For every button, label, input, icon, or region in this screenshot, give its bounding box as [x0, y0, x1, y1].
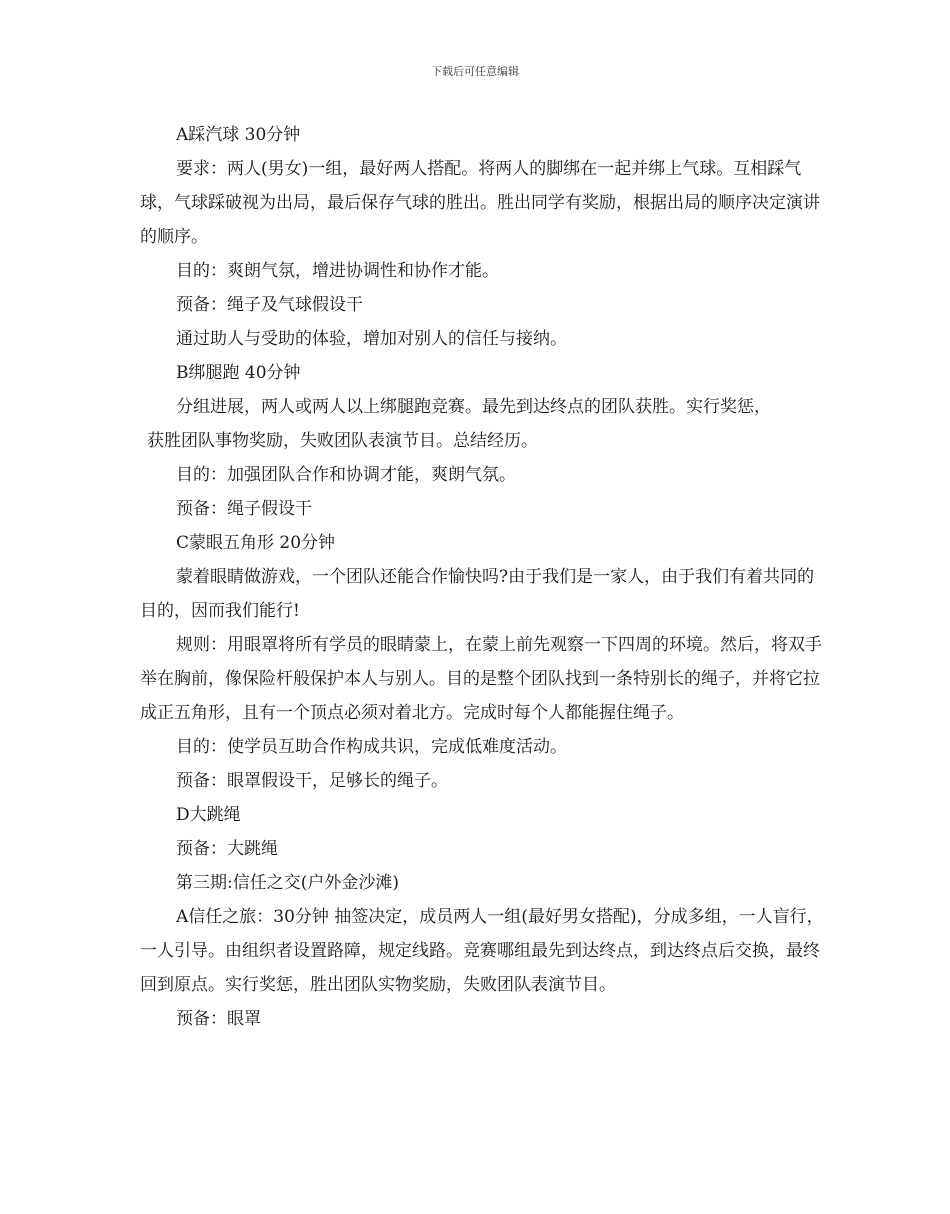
paragraph: A信任之旅：30分钟 抽签决定，成员两人一组(最好男女搭配)，分成多组，一人盲行，一人引导。由组织者设置路障，规定线路。竞赛哪组最先到达终点，到达终点后交换，最终回到原点。实行奖惩，胜出团队实物奖励，失败团队表演节目。 — [140, 907, 824, 995]
paragraph: 目的：爽朗气氛，增进协调性和协作才能。 — [176, 261, 499, 281]
paragraph: D大跳绳 — [176, 805, 241, 825]
paragraph: 分组进展，两人或两人以上绑腿跑竞赛。最先到达终点的团队获胜。实行奖惩， — [176, 397, 771, 417]
paragraph: C蒙眼五角形 20分钟 — [176, 533, 336, 553]
paragraph: 蒙着眼睛做游戏，一个团队还能合作愉快吗?由于我们是一家人，由于我们有着共同的目的，因而我们能行! — [140, 567, 815, 621]
paragraph: 预备：眼罩假设干，足够长的绳子。 — [176, 771, 448, 791]
paragraph: 规则：用眼罩将所有学员的眼睛蒙上，在蒙上前先观察一下四周的环境。然后，将双手举在胸前，像保险杆般保护本人与别人。目的是整个团队找到一条特别长的绳子，并将它拉成正五角形，且有一个顶点必须对着北方。完成时每个人都能握住绳子。 — [140, 635, 822, 723]
paragraph: A踩汽球 30分钟 — [176, 125, 301, 145]
paragraph: 预备：绳子及气球假设干 — [176, 295, 363, 315]
paragraph: 目的：加强团队合作和协调才能，爽朗气氛。 — [176, 465, 516, 485]
document-body — [140, 118, 830, 1036]
paragraph: 要求：两人(男女)一组，最好两人搭配。将两人的脚绑在一起并绑上气球。互相踩气球，气球踩破视为出局，最后保存气球的胜出。胜出同学有奖励，根据出局的顺序决定演讲的顺序。 — [140, 159, 820, 247]
paragraph: 预备：眼罩 — [176, 1009, 261, 1029]
page-header: 下载后可任意编辑 — [431, 65, 519, 78]
paragraph: 目的：使学员互助合作构成共识，完成低难度活动。 — [176, 737, 567, 757]
paragraph: 第三期:信任之交(户外金沙滩) — [176, 873, 399, 893]
paragraph: 预备：绳子假设干 — [176, 499, 312, 519]
paragraph: 获胜团队事物奖励，失败团队表演节目。总结经历。 — [147, 431, 538, 451]
paragraph: 通过助人与受助的体验，增加对别人的信任与接纳。 — [176, 329, 567, 349]
paragraph: B绑腿跑 40分钟 — [176, 363, 301, 383]
paragraph: 预备：大跳绳 — [176, 839, 278, 859]
